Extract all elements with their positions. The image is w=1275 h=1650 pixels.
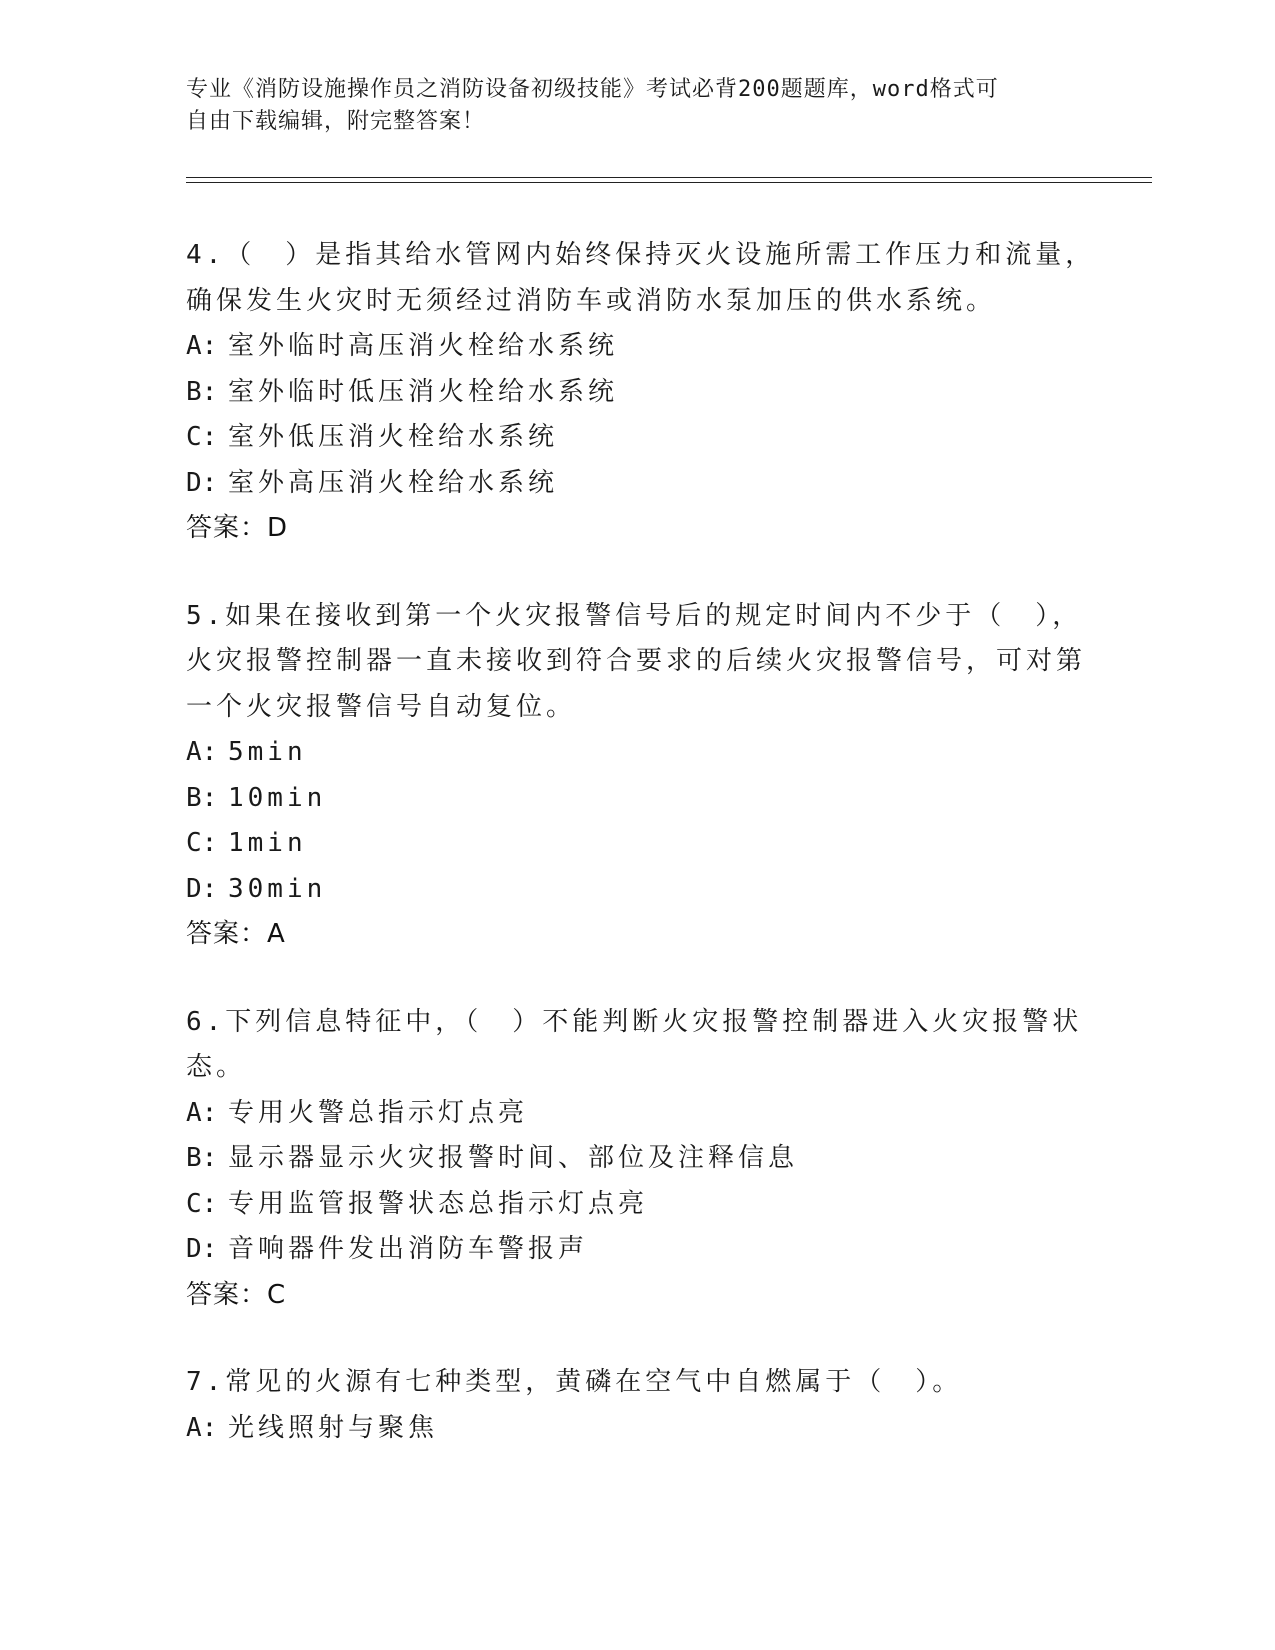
option-text: 室外临时低压消火栓给水系统	[228, 376, 619, 407]
option-text: 30min	[228, 873, 327, 904]
question-stem-line: 5.如果在接收到第一个火灾报警信号后的规定时间内不少于（ ），	[186, 600, 1083, 631]
option-text: 5min	[228, 737, 307, 767]
option-c	[186, 1182, 1086, 1228]
option-label: B:	[186, 376, 218, 407]
option-d	[186, 1227, 1086, 1273]
option-d	[186, 461, 1086, 507]
header-line-2: 自由下载编辑，附完整答案！	[186, 109, 486, 134]
option-text: 专用监管报警状态总指示灯点亮	[228, 1188, 649, 1219]
question-stem-line: 6.下列信息特征中，（ ）不能判断火灾报警控制器进入火灾报警状	[186, 1006, 1083, 1037]
option-a	[186, 1091, 1086, 1137]
option-b	[186, 370, 1086, 416]
option-label: A:	[186, 737, 218, 767]
question-stem-line: 火灾报警控制器一直未接收到符合要求的后续火灾报警信号，可对第	[186, 646, 1087, 676]
option-text: 音响器件发出消防车警报声	[228, 1234, 589, 1264]
option-c	[186, 821, 1086, 867]
question-7	[186, 1360, 1086, 1451]
option-text: 室外临时高压消火栓给水系统	[228, 331, 619, 361]
option-text: 室外高压消火栓给水系统	[228, 467, 559, 498]
option-label: D:	[186, 873, 218, 904]
header-line-1: 专业《消防设施操作员之消防设备初级技能》考试必背200题题库，word格式可	[186, 77, 999, 102]
question-5	[186, 594, 1086, 958]
option-label: A:	[186, 331, 218, 361]
option-label: B:	[186, 782, 218, 813]
question-stem-line: 7.常见的火源有七种类型，黄磷在空气中自燃属于（ ）。	[186, 1367, 963, 1397]
option-d	[186, 867, 1086, 913]
question-stem-line: 态。	[186, 1052, 247, 1082]
option-label: C:	[186, 828, 218, 858]
option-label: C:	[186, 422, 218, 452]
answer-line: 答案：C	[186, 1279, 287, 1310]
question-4	[186, 233, 1096, 552]
option-text: 显示器显示火灾报警时间、部位及注释信息	[228, 1143, 799, 1173]
option-label: D:	[186, 1234, 218, 1264]
option-a	[186, 730, 1086, 776]
question-6	[186, 1000, 1086, 1319]
question-stem-line: 一个火灾报警信号自动复位。	[186, 691, 577, 722]
option-a	[186, 324, 1086, 370]
option-label: A:	[186, 1412, 218, 1443]
option-text: 光线照射与聚焦	[228, 1412, 439, 1443]
header-double-rule	[186, 177, 1152, 183]
option-text: 专用火警总指示灯点亮	[228, 1097, 529, 1128]
option-text: 室外低压消火栓给水系统	[228, 422, 559, 452]
question-stem-line: 4.（ ）是指其给水管网内始终保持灭火设施所需工作压力和流量，	[186, 240, 1096, 270]
option-a	[186, 1406, 1086, 1452]
question-list	[186, 233, 1096, 1493]
option-label: D:	[186, 467, 218, 498]
option-text: 10min	[228, 782, 327, 813]
answer-line: 答案：A	[186, 919, 286, 949]
answer-line: 答案：D	[186, 513, 289, 543]
document-header	[186, 74, 1066, 138]
option-b	[186, 1136, 1086, 1182]
option-text: 1min	[228, 828, 307, 858]
option-label: A:	[186, 1097, 218, 1128]
option-label: C:	[186, 1188, 218, 1219]
option-c	[186, 415, 1086, 461]
option-label: B:	[186, 1143, 218, 1173]
question-stem-line: 确保发生火灾时无须经过消防车或消防水泵加压的供水系统。	[186, 285, 997, 316]
option-b	[186, 776, 1086, 822]
